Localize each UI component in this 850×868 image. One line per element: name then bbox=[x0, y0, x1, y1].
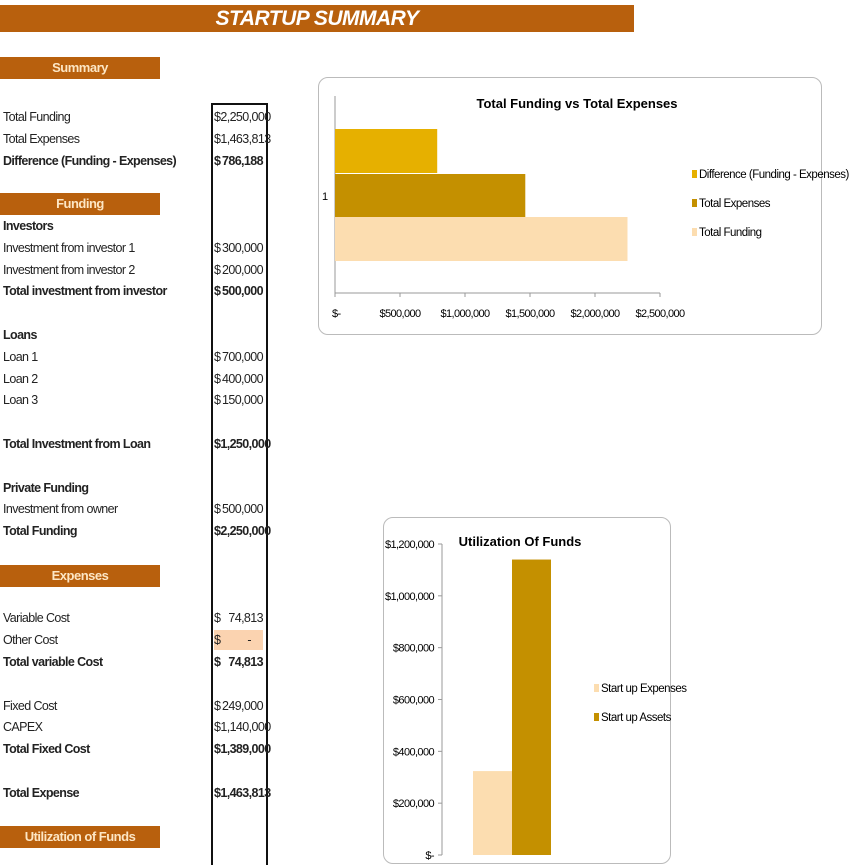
amount: 249,000 bbox=[222, 698, 263, 713]
y-tick-label: $200,000 bbox=[392, 798, 434, 811]
row-label: Total Investment from Loan bbox=[3, 437, 151, 451]
legend-label: Total Expenses bbox=[699, 198, 770, 210]
amount: 300,000 bbox=[222, 240, 263, 255]
x-tick-label: $2,500,000 bbox=[635, 308, 685, 320]
currency-symbol: $ bbox=[214, 393, 221, 408]
x-tick-label: $1,000,000 bbox=[440, 308, 490, 320]
section-header-expenses: Expenses bbox=[0, 565, 160, 587]
amount: 74,813 bbox=[228, 655, 263, 669]
utilization-chart[interactable] bbox=[383, 517, 687, 864]
bar-start-up-expenses bbox=[473, 771, 512, 855]
row-label: Private Funding bbox=[3, 480, 89, 495]
amount: 1,463,813 bbox=[220, 131, 271, 146]
row-label: Investors bbox=[3, 219, 54, 233]
sheet-title: STARTUP SUMMARY bbox=[0, 5, 634, 32]
y-tick-label: $1,200,000 bbox=[384, 539, 434, 551]
row-value-cell[interactable] bbox=[214, 260, 263, 280]
row-value-cell[interactable] bbox=[214, 521, 271, 541]
category-label: 1 bbox=[321, 191, 329, 203]
row-label: Total Expense bbox=[3, 785, 80, 800]
currency-symbol: $ bbox=[214, 110, 221, 124]
row-label: Total investment from investor bbox=[3, 284, 167, 299]
legend-swatch bbox=[692, 199, 697, 207]
x-tick-label: $- bbox=[332, 308, 341, 320]
section-header-summary: Summary bbox=[0, 57, 160, 79]
amount: 2,250,000 bbox=[220, 524, 271, 539]
row-label: Total Expenses bbox=[3, 131, 80, 146]
currency-symbol: $ bbox=[214, 131, 221, 146]
legend-swatch bbox=[594, 713, 599, 721]
row-label: Difference (Funding - Expenses) bbox=[3, 153, 177, 168]
amount: 500,000 bbox=[222, 502, 263, 517]
currency-symbol: $ bbox=[214, 698, 221, 713]
x-tick-label: $500,000 bbox=[379, 308, 421, 320]
row-label: Total variable Cost bbox=[3, 655, 103, 669]
legend-label: Start up Expenses bbox=[601, 683, 687, 695]
row-value-cell[interactable] bbox=[214, 652, 263, 672]
row-label: Fixed Cost bbox=[3, 698, 57, 713]
row-label: Variable Cost bbox=[3, 611, 70, 626]
amount: 2,250,000 bbox=[220, 110, 271, 124]
row-value-cell[interactable] bbox=[214, 717, 271, 737]
row-value-cell[interactable] bbox=[214, 238, 263, 258]
y-tick-label: $1,000,000 bbox=[384, 590, 434, 603]
section-header-utilization: Utilization of Funds bbox=[0, 826, 160, 848]
row-label: Total Funding bbox=[3, 110, 71, 124]
currency-symbol: $ bbox=[214, 502, 221, 517]
currency-symbol: $ bbox=[214, 611, 221, 626]
legend-label: Start up Assets bbox=[601, 712, 671, 724]
row-label: CAPEX bbox=[3, 720, 43, 735]
row-value-cell[interactable] bbox=[214, 151, 263, 171]
row-value-cell[interactable] bbox=[214, 434, 271, 454]
bar-total-funding bbox=[335, 217, 628, 261]
row-label: Investment from owner bbox=[3, 502, 118, 517]
currency-symbol: $ bbox=[214, 371, 221, 386]
row-label: Loans bbox=[3, 328, 37, 342]
currency-symbol: $ bbox=[214, 655, 221, 669]
row-label: Other Cost bbox=[3, 633, 58, 648]
currency-symbol: $ bbox=[214, 524, 221, 539]
row-value-cell[interactable] bbox=[214, 107, 271, 127]
y-tick-label: $800,000 bbox=[392, 642, 434, 655]
currency-symbol: $ bbox=[214, 153, 221, 168]
amount: 1,389,000 bbox=[220, 742, 271, 757]
x-tick-label: $1,500,000 bbox=[505, 308, 555, 320]
currency-symbol: $ bbox=[214, 742, 221, 757]
row-label: Total Funding bbox=[3, 524, 77, 539]
amount: 400,000 bbox=[222, 371, 263, 386]
amount: 1,140,000 bbox=[220, 720, 271, 735]
section-header-funding: Funding bbox=[0, 193, 160, 215]
row-value-cell[interactable] bbox=[214, 281, 263, 301]
amount: - bbox=[247, 633, 251, 648]
bar-difference-funding-expenses- bbox=[335, 129, 437, 173]
amount: 700,000 bbox=[222, 349, 263, 364]
row-value-cell[interactable] bbox=[214, 630, 263, 650]
amount: 200,000 bbox=[222, 262, 263, 277]
row-value-cell[interactable] bbox=[214, 499, 263, 519]
currency-symbol: $ bbox=[214, 720, 221, 735]
row-value-cell[interactable] bbox=[214, 783, 271, 803]
row-label: Total Fixed Cost bbox=[3, 742, 90, 757]
row-label: Loan 1 bbox=[3, 349, 38, 364]
legend-swatch bbox=[692, 228, 697, 236]
y-tick-label: $600,000 bbox=[392, 694, 434, 707]
amount: 74,813 bbox=[228, 611, 263, 626]
currency-symbol: $ bbox=[214, 349, 221, 364]
legend-swatch bbox=[692, 170, 697, 178]
row-label: Loan 2 bbox=[3, 371, 38, 386]
chart-title: Utilization Of Funds bbox=[458, 534, 582, 549]
row-value-cell[interactable] bbox=[214, 369, 263, 389]
currency-symbol: $ bbox=[214, 437, 221, 451]
y-tick-label: $- bbox=[425, 850, 434, 862]
amount: 500,000 bbox=[222, 284, 263, 299]
bar-total-expenses bbox=[335, 174, 525, 218]
row-label: Investment from investor 2 bbox=[3, 262, 135, 277]
legend-swatch bbox=[594, 684, 599, 692]
amount: 786,188 bbox=[222, 153, 263, 168]
amount: 1,463,813 bbox=[220, 785, 271, 800]
funding-vs-expenses-chart[interactable] bbox=[318, 77, 849, 335]
chart-title: Total Funding vs Total Expenses bbox=[476, 96, 678, 111]
currency-symbol: $ bbox=[214, 633, 221, 648]
y-tick-label: $400,000 bbox=[392, 746, 434, 759]
row-value-cell[interactable] bbox=[214, 739, 271, 759]
row-value-cell[interactable] bbox=[214, 390, 263, 410]
row-value-cell[interactable] bbox=[214, 347, 263, 367]
x-tick-label: $2,000,000 bbox=[570, 308, 620, 320]
row-value-cell[interactable] bbox=[214, 129, 271, 149]
currency-symbol: $ bbox=[214, 262, 221, 277]
legend-label: Difference (Funding - Expenses) bbox=[699, 169, 849, 181]
currency-symbol: $ bbox=[214, 240, 221, 255]
row-value-cell[interactable] bbox=[214, 696, 263, 716]
currency-symbol: $ bbox=[214, 785, 221, 800]
bar-start-up-assets bbox=[512, 560, 551, 855]
amount: 150,000 bbox=[222, 393, 263, 408]
row-label: Loan 3 bbox=[3, 393, 38, 408]
legend-label: Total Funding bbox=[699, 227, 762, 239]
amount: 1,250,000 bbox=[220, 437, 271, 451]
currency-symbol: $ bbox=[214, 284, 221, 299]
row-value-cell[interactable] bbox=[214, 608, 263, 628]
row-label: Investment from investor 1 bbox=[3, 240, 135, 255]
